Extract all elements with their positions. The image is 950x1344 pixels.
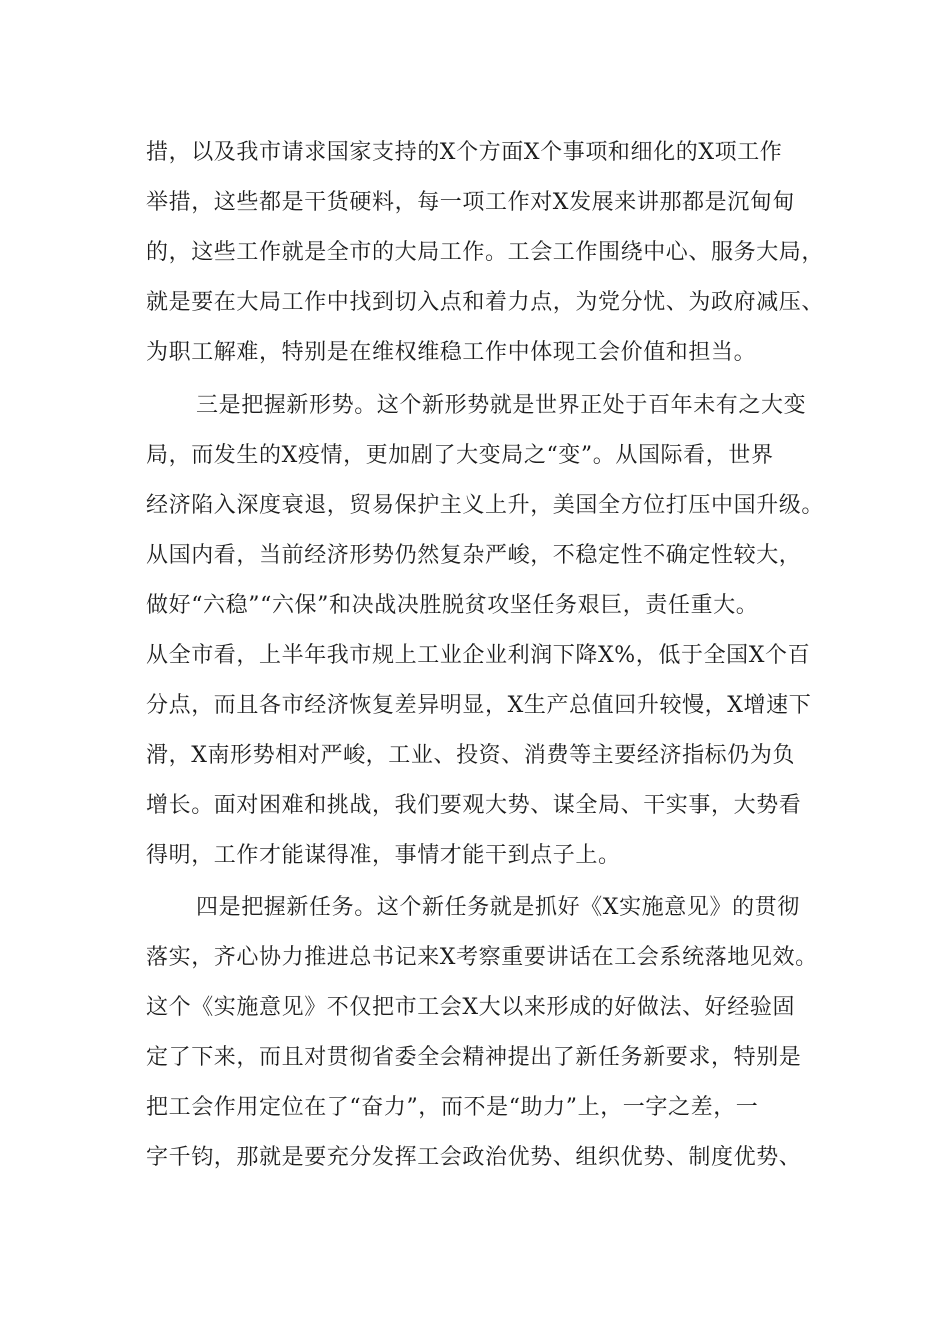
- text-line: 增长。面对困难和挑战，我们要观大势、谋全局、干实事，大势看: [146, 793, 802, 818]
- text-line: 做好“六稳”“六保”和决战决胜脱贫攻坚任务艰巨，责任重大。: [146, 593, 759, 618]
- text-line: 举措，这些都是干货硬料，每一项工作对X发展来讲那都是沉甸甸: [146, 190, 796, 215]
- text-line: 滑，X南形势相对严峻，工业、投资、消费等主要经济指标仍为负: [146, 743, 796, 768]
- text-line: 这个《实施意见》不仅把市工会X大以来形成的好做法、好经验固: [146, 995, 796, 1020]
- text-line: 把工会作用定位在了“奋力”，而不是“助力”上，一字之差，一: [146, 1095, 759, 1120]
- text-line: 落实，齐心协力推进总书记来X考察重要讲话在工会系统落地见效。: [146, 945, 818, 970]
- text-line: 从全市看，上半年我市规上工业企业利润下降X%，低于全国X个百: [146, 643, 811, 668]
- text-line: 局，而发生的X疫情，更加剧了大变局之“变”。从国际看，世界: [146, 443, 774, 468]
- text-line: 字千钧，那就是要充分发挥工会政治优势、组织优势、制度优势、: [146, 1145, 802, 1170]
- text-line: 就是要在大局工作中找到切入点和着力点，为党分忧、为政府减压、: [146, 290, 825, 315]
- text-line: 从国内看，当前经济形势仍然复杂严峻，不稳定性不确定性较大，: [146, 543, 802, 568]
- text-line: 为职工解难，特别是在维权维稳工作中体现工会价值和担当。: [146, 340, 757, 365]
- paragraph-start-line: 四是把握新任务。这个新任务就是抓好《X实施意见》的贯彻: [196, 895, 800, 920]
- text-line: 措，以及我市请求国家支持的X个方面X个事项和细化的X项工作: [146, 140, 783, 165]
- paragraph-start-line: 三是把握新形势。这个新形势就是世界正处于百年未有之大变: [196, 393, 807, 418]
- text-line: 经济陷入深度衰退，贸易保护主义上升，美国全方位打压中国升级。: [146, 493, 825, 518]
- text-line: 分点，而且各市经济恢复差异明显，X生产总值回升较慢，X增速下: [146, 693, 812, 718]
- text-line: 得明，工作才能谋得准，事情才能干到点子上。: [146, 843, 621, 868]
- text-line: 定了下来，而且对贯彻省委全会精神提出了新任务新要求，特别是: [146, 1045, 802, 1070]
- text-line: 的，这些工作就是全市的大局工作。工会工作围绕中心、服务大局，: [146, 240, 825, 265]
